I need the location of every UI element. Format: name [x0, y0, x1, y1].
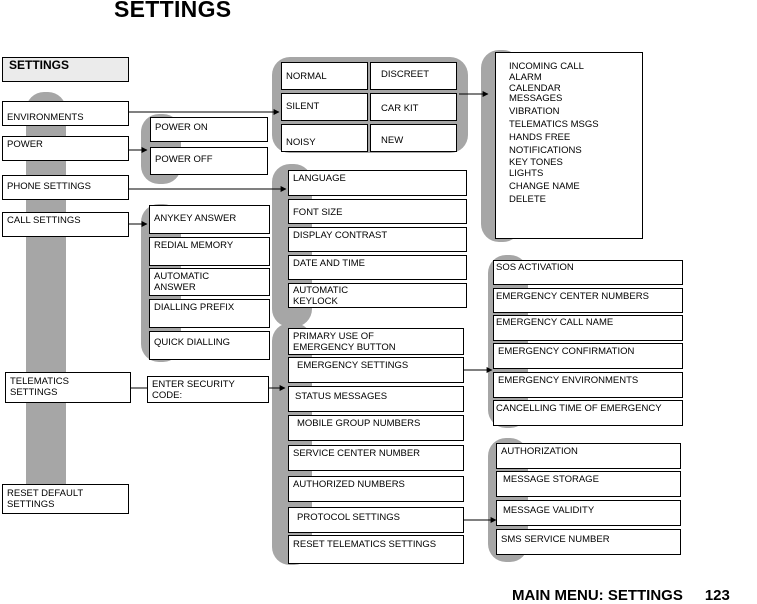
tel-emergency-settings[interactable]: EMERGENCY SETTINGS	[288, 357, 464, 383]
call-anykey-answer[interactable]: ANYKEY ANSWER	[149, 205, 270, 234]
menu-power[interactable]: POWER	[2, 136, 129, 161]
page-title: SETTINGS	[114, 0, 232, 22]
proto-message-validity[interactable]: MESSAGE VALIDITY	[496, 500, 681, 526]
em-cancelling-time-of-emergency[interactable]: CANCELLING TIME OF EMERGENCY	[493, 400, 683, 426]
menu-call-settings[interactable]: CALL SETTINGS	[2, 212, 129, 237]
tel-primary-use-emergency-button[interactable]: PRIMARY USE OF EMERGENCY BUTTON	[288, 328, 464, 355]
tel-authorized-numbers[interactable]: AUTHORIZED NUMBERS	[288, 476, 464, 502]
phone-automatic-keylock[interactable]: AUTOMATIC KEYLOCK	[288, 283, 467, 308]
page-footer	[512, 587, 730, 604]
proto-message-storage[interactable]: MESSAGE STORAGE	[496, 471, 681, 497]
settings-root[interactable]: SETTINGS	[2, 57, 129, 82]
call-dialling-prefix[interactable]: DIALLING PREFIX	[149, 299, 270, 328]
em-emergency-environments[interactable]: EMERGENCY ENVIRONMENTS	[493, 372, 683, 398]
em-sos-activation[interactable]: SOS ACTIVATION	[493, 260, 683, 285]
env-option-hands-free[interactable]: HANDS FREE	[509, 131, 571, 143]
menu-environments[interactable]: ENVIRONMENTS	[2, 101, 129, 126]
env-option-vibration[interactable]: VIBRATION	[509, 106, 560, 118]
env-new[interactable]: NEW	[370, 124, 457, 152]
power-on[interactable]: POWER ON	[150, 117, 268, 142]
env-option-telematics-msgs[interactable]: TELEMATICS MSGS	[509, 118, 599, 130]
proto-sms-service-number[interactable]: SMS SERVICE NUMBER	[496, 529, 681, 555]
env-option-delete[interactable]: DELETE	[509, 193, 546, 205]
em-emergency-confirmation[interactable]: EMERGENCY CONFIRMATION	[493, 343, 683, 369]
power-off[interactable]: POWER OFF	[150, 147, 268, 175]
tel-mobile-group-numbers[interactable]: MOBILE GROUP NUMBERS	[288, 415, 464, 441]
tel-status-messages[interactable]: STATUS MESSAGES	[288, 386, 464, 412]
env-option-incoming-call[interactable]: INCOMING CALL	[509, 61, 584, 72]
tel-reset-telematics-settings[interactable]: RESET TELEMATICS SETTINGS	[288, 535, 464, 564]
env-silent[interactable]: SILENT	[281, 93, 368, 121]
em-emergency-center-numbers[interactable]: EMERGENCY CENTER NUMBERS	[493, 288, 683, 313]
em-emergency-call-name[interactable]: EMERGENCY CALL NAME	[493, 315, 683, 341]
enter-security-code[interactable]: ENTER SECURITY CODE:	[147, 376, 269, 403]
tel-protocol-settings[interactable]: PROTOCOL SETTINGS	[288, 507, 464, 533]
menu-phone-settings[interactable]: PHONE SETTINGS	[2, 175, 129, 200]
env-car-kit[interactable]: CAR KIT	[370, 93, 457, 121]
env-option-change-name[interactable]: CHANGE NAME	[509, 180, 580, 192]
phone-display-contrast[interactable]: DISPLAY CONTRAST	[288, 227, 467, 252]
environment-options-list	[509, 62, 599, 206]
menu-reset-default-settings[interactable]: RESET DEFAULT SETTINGS	[2, 484, 129, 514]
env-noisy[interactable]: NOISY	[281, 124, 368, 152]
call-automatic-answer[interactable]: AUTOMATIC ANSWER	[149, 268, 270, 296]
proto-authorization[interactable]: AUTHORIZATION	[496, 443, 681, 469]
env-option-calendar[interactable]: CALENDAR	[509, 82, 561, 94]
tel-service-center-number[interactable]: SERVICE CENTER NUMBER	[288, 445, 464, 471]
footer-section-title: MAIN MENU: SETTINGS	[512, 587, 683, 604]
phone-font-size[interactable]: FONT SIZE	[288, 199, 467, 224]
env-option-alarm[interactable]: ALARM	[509, 71, 542, 83]
call-quick-dialling[interactable]: QUICK DIALLING	[149, 331, 270, 360]
env-option-messages[interactable]: MESSAGES	[509, 93, 563, 105]
env-option-key-tones[interactable]: KEY TONES	[509, 157, 563, 169]
call-redial-memory[interactable]: REDIAL MEMORY	[149, 237, 270, 266]
env-option-lights[interactable]: LIGHTS	[509, 168, 544, 180]
env-normal[interactable]: NORMAL	[281, 62, 368, 90]
menu-telematics-settings[interactable]: TELEMATICS SETTINGS	[5, 372, 131, 403]
page-number: 123	[704, 587, 730, 604]
phone-date-and-time[interactable]: DATE AND TIME	[288, 255, 467, 280]
phone-language[interactable]: LANGUAGE	[288, 170, 467, 196]
env-option-notifications[interactable]: NOTIFICATIONS	[509, 144, 582, 156]
env-discreet[interactable]: DISCREET	[370, 62, 457, 90]
